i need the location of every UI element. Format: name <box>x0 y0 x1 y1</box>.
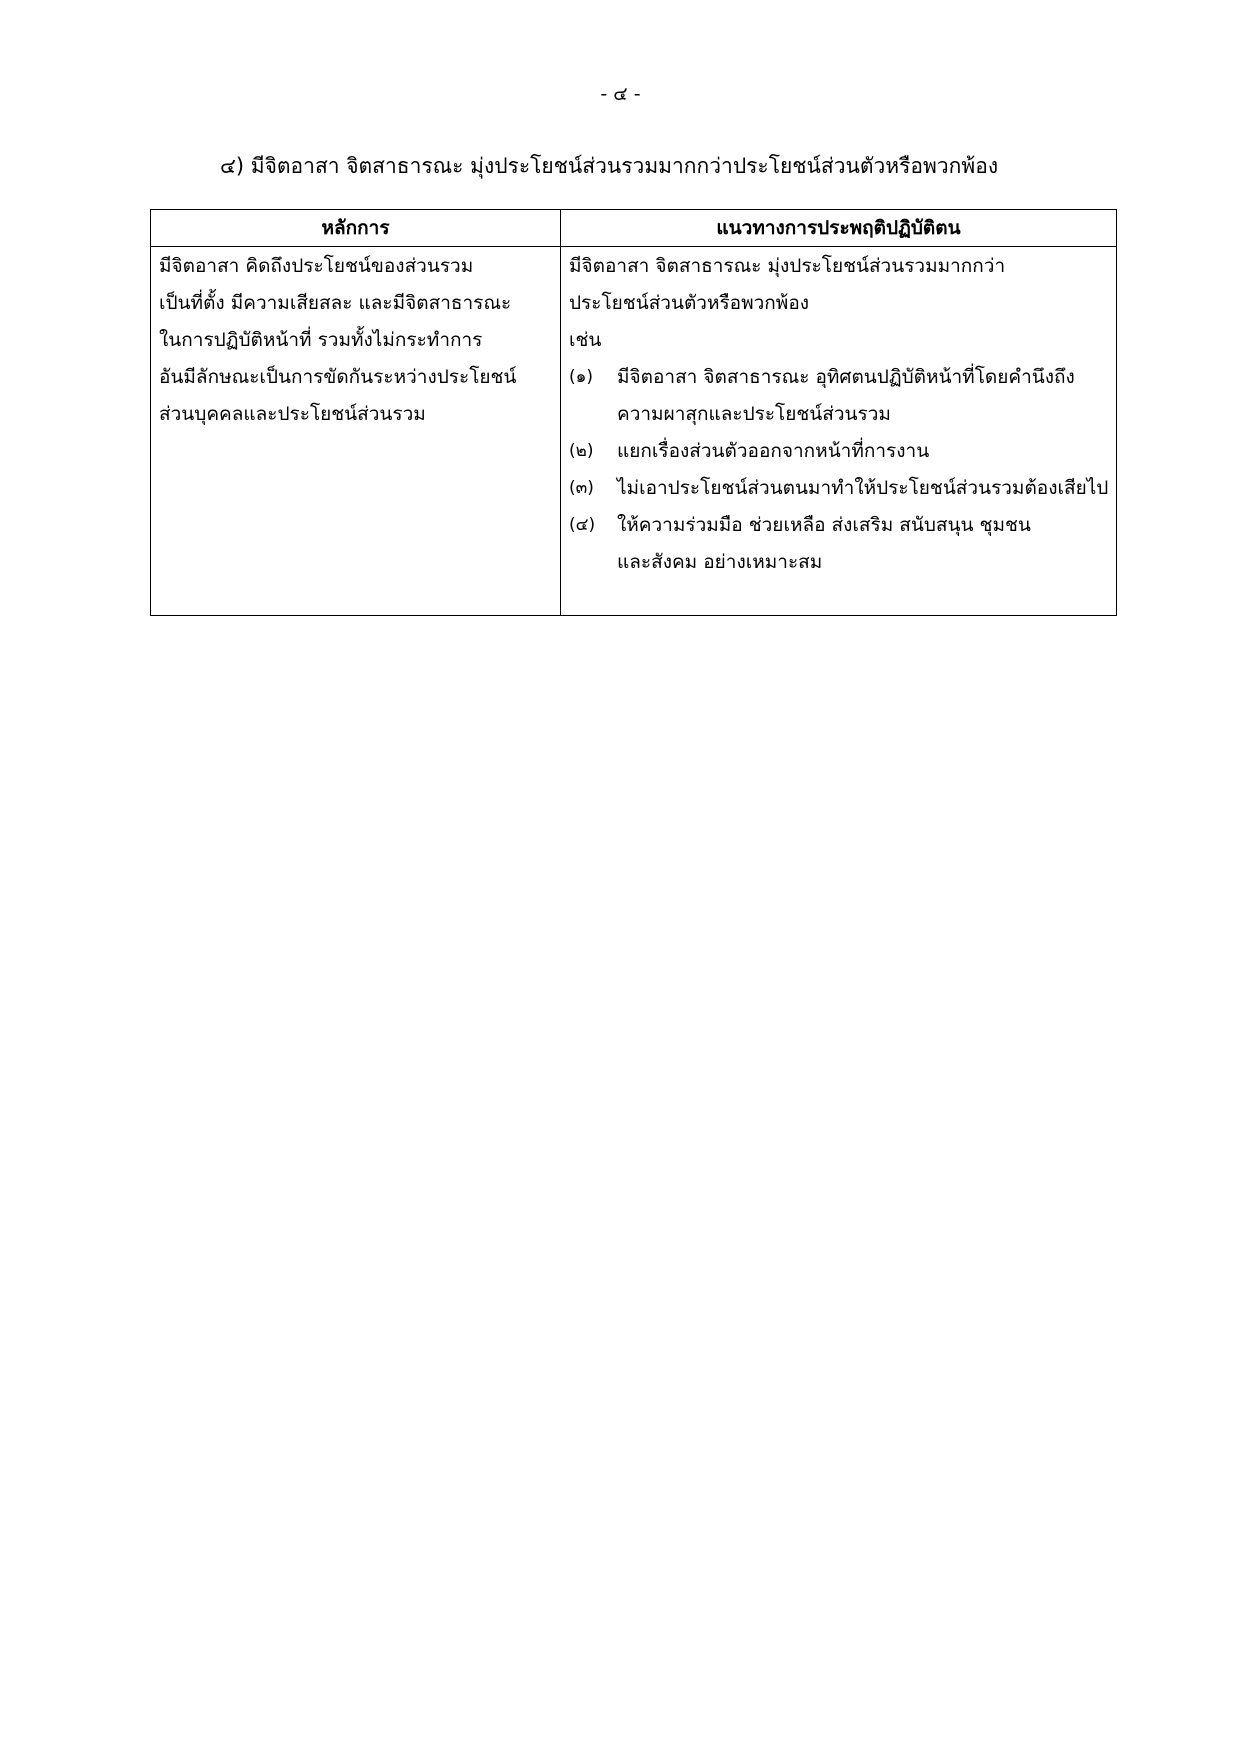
header-principle: หลักการ <box>151 210 561 247</box>
principle-line: ในการปฏิบัติหน้าที่ รวมทั้งไม่กระทำการ <box>159 329 483 351</box>
principle-line: อันมีลักษณะเป็นการขัดกันระหว่างประโยชน์ <box>159 366 517 388</box>
practice-item-number: (๒) <box>569 441 594 461</box>
practice-item <box>569 470 1108 507</box>
page-number: - ๔ - <box>600 83 641 105</box>
practice-item-text <box>617 433 1108 470</box>
practice-item-line: ความผาสุกและประโยชน์ส่วนรวม <box>617 403 891 425</box>
table-header-row <box>151 210 1117 247</box>
practice-intro-line: เช่น <box>569 329 602 351</box>
practice-item <box>569 359 1108 433</box>
principle-line: เป็นที่ตั้ง มีความเสียสละ และมีจิตสาธารณะ <box>159 292 512 314</box>
practice-item-line: มีจิตอาสา จิตสาธารณะ อุทิศตนปฏิบัติหน้าที่โดยคำนึงถึง <box>617 366 1075 388</box>
practice-item-number: (๑) <box>569 367 594 387</box>
practice-intro-line: ประโยชน์ส่วนตัวหรือพวกพ้อง <box>569 292 810 314</box>
practice-item-text <box>617 470 1108 507</box>
principle-line: ส่วนบุคคลและประโยชน์ส่วนรวม <box>159 403 426 425</box>
principles-table <box>150 209 1117 616</box>
practice-item-text <box>617 359 1108 433</box>
practice-item-line: และสังคม อย่างเหมาะสม <box>617 551 823 573</box>
practice-item-line: ไม่เอาประโยชน์ส่วนตนมาทำให้ประโยชน์ส่วนรวมต้องเสียไป <box>617 477 1109 499</box>
practice-item <box>569 507 1108 581</box>
table-row <box>151 247 1117 616</box>
header-practice-guideline: แนวทางการประพฤติปฏิบัติตน <box>561 210 1117 247</box>
principle-line: มีจิตอาสา คิดถึงประโยชน์ของส่วนรวม <box>159 255 474 277</box>
principle-cell <box>151 247 561 616</box>
practice-item-number: (๔) <box>569 515 596 535</box>
practice-item-number: (๓) <box>569 478 594 498</box>
practice-item-line: แยกเรื่องส่วนตัวออกจากหน้าที่การงาน <box>617 440 930 462</box>
practice-item <box>569 433 1108 470</box>
practice-intro-line: มีจิตอาสา จิตสาธารณะ มุ่งประโยชน์ส่วนรวมมากกว่า <box>569 255 1006 277</box>
practice-cell <box>561 247 1117 616</box>
practice-item-text <box>617 507 1108 581</box>
section-heading: ๔) มีจิตอาสา จิตสาธารณะ มุ่งประโยชน์ส่วนรวมมากกว่าประโยชน์ส่วนตัวหรือพวกพ้อง <box>220 154 999 178</box>
practice-item-line: ให้ความร่วมมือ ช่วยเหลือ ส่งเสริม สนับสนุน ชุมชน <box>617 514 1031 536</box>
